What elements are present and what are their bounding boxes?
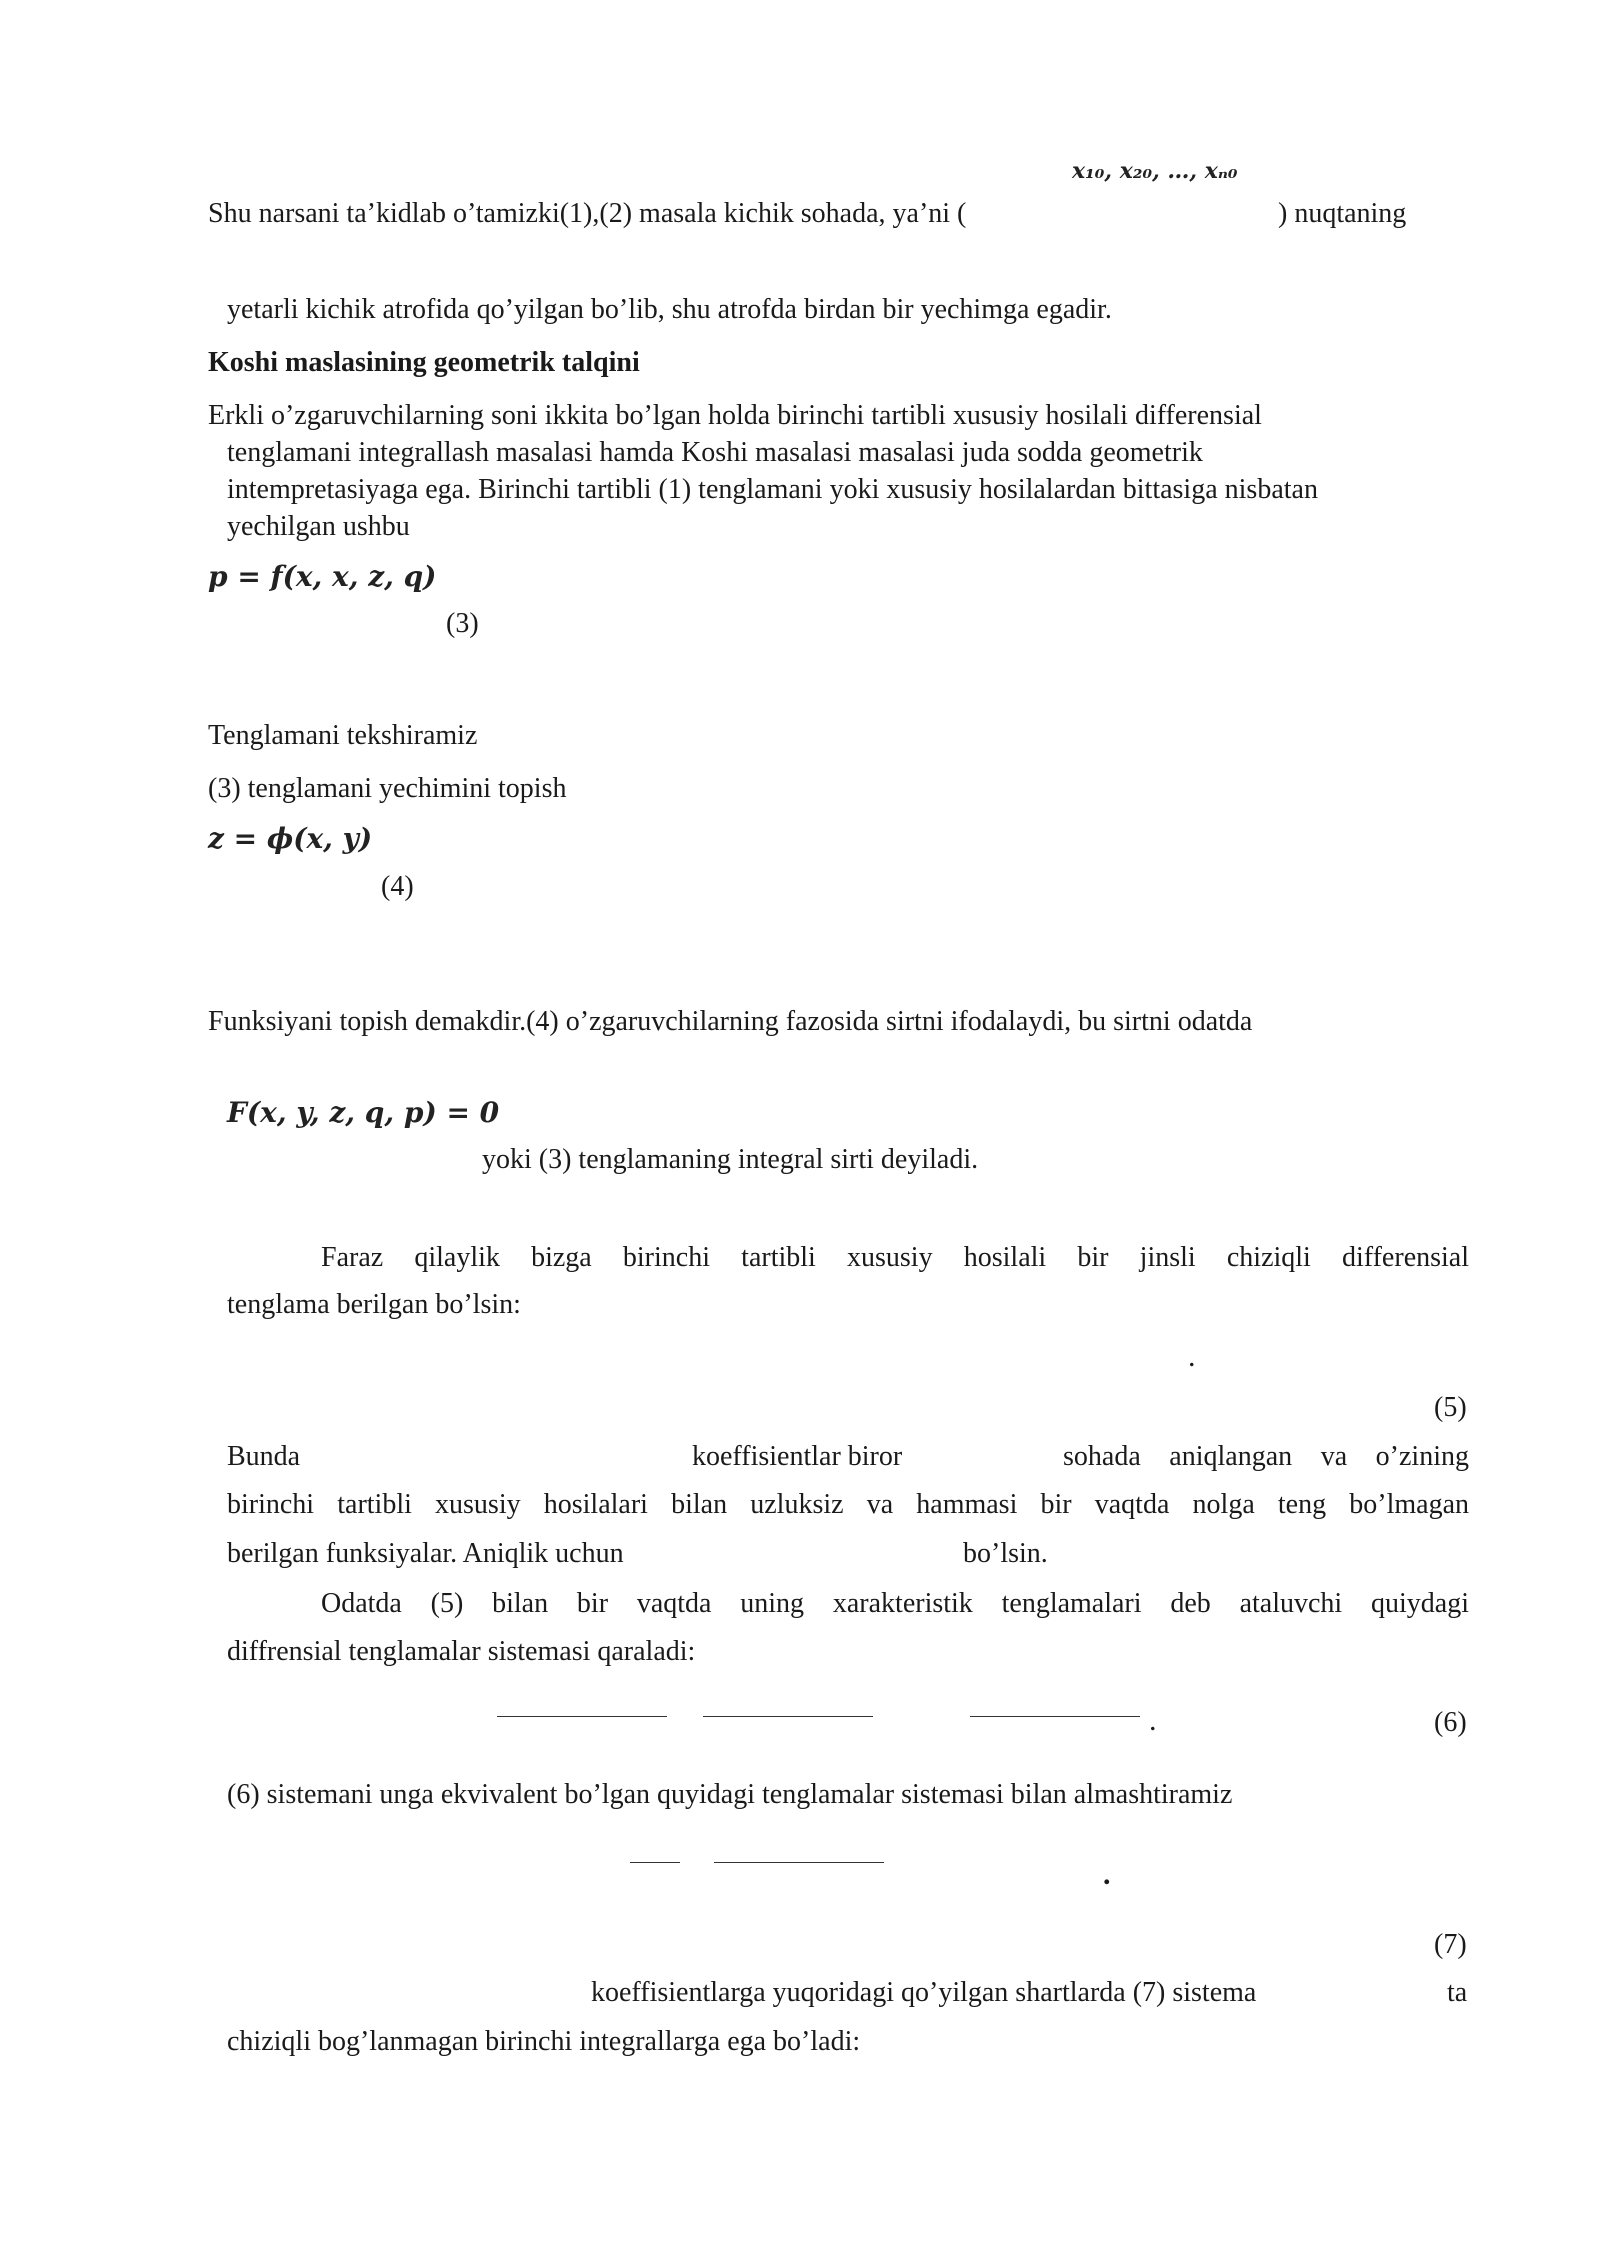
equation-4: z = ϕ(x, y) <box>208 822 373 855</box>
p2-line1: Erkli o’zgaruvchilarning soni ikkita bo’lgan holda birinchi tartibli xususiy hosilali differensial <box>208 400 1262 431</box>
fraction-bar-2 <box>703 1716 873 1717</box>
p6-word-sohada: sohada aniqlangan va o’zining <box>1063 1441 1469 1472</box>
p6-word-koeff: koeffisientlar biror <box>692 1441 903 1472</box>
p4-line1: Funksiyani topish demakdir.(4) o’zgaruvchilarning fazosida sirtni ifodalaydi, bu sirtni odatda <box>208 1006 1253 1037</box>
p6-word-bolsin: bo’lsin. <box>963 1538 1048 1569</box>
math-initial-point: x₁₀, x₂₀, …, xₙ₀ <box>1072 158 1238 184</box>
p3-line1: Tenglamani tekshiramiz <box>208 720 478 751</box>
section-heading: Koshi maslasining geometrik talqini <box>208 347 640 378</box>
p1-line1-end: ) nuqtaning <box>1278 198 1407 229</box>
p7-line2: diffrensial tenglamalar sistemasi qaraladi: <box>227 1636 696 1667</box>
equation-5-label: (5) <box>1434 1392 1467 1423</box>
p9-line2: chiziqli bog’lanmagan birinchi integrallarga ega bo’ladi: <box>227 2026 861 2057</box>
p9-word-ta: ta <box>1447 1977 1468 2008</box>
equation-integral-surface: F(x, y, z, q, p) = 0 <box>227 1096 500 1129</box>
p4-line2: yoki (3) tenglamaning integral sirti deyiladi. <box>482 1144 979 1175</box>
p6-line2: birinchi tartibli xususiy hosilalari bilan uzluksiz va hammasi bir vaqtda nolga teng bo’lmagan <box>227 1489 1469 1520</box>
equation-7-label: (7) <box>1434 1929 1467 1960</box>
equation-3-label: (3) <box>446 608 479 639</box>
p8-line1: (6) sistemani unga ekvivalent bo’lgan quyidagi tenglamalar sistemasi bilan almashtiramiz <box>227 1779 1233 1810</box>
p2-line3: intempretasiyaga ega. Birinchi tartibli (1) tenglamani yoki xususiy hosilalardan bittasiga nisbatan <box>227 474 1318 505</box>
equation-6-dot: . <box>1149 1704 1157 1737</box>
p2-line4: yechilgan ushbu <box>227 511 410 542</box>
p7-line1: Odatda (5) bilan bir vaqtda uning xarakteristik tenglamalari deb ataluvchi quiydagi <box>321 1588 1469 1619</box>
p1-line2: yetarli kichik atrofida qo’yilgan bo’lib, shu atrofda birdan bir yechimga egadir. <box>227 294 1112 325</box>
equation-6-label: (6) <box>1434 1707 1467 1738</box>
fraction-bar-3 <box>970 1716 1140 1717</box>
fraction-bar-4 <box>630 1862 680 1863</box>
fraction-bar-1 <box>497 1716 667 1717</box>
p6-word-bunda: Bunda <box>227 1441 301 1472</box>
equation-5-dot: . <box>1188 1340 1196 1373</box>
p6-word-berilgan: berilgan funksiyalar. Aniqlik uchun <box>227 1538 624 1569</box>
equation-3: p = f(x, x, z, q) <box>208 560 437 593</box>
p2-line2: tenglamani integrallash masalasi hamda Koshi masalasi masalasi juda sodda geometrik <box>227 437 1203 468</box>
p5-line1: Faraz qilaylik bizga birinchi tartibli xususiy hosilali bir jinsli chiziqli differensial <box>321 1242 1469 1273</box>
p9-line1: koeffisientlarga yuqoridagi qo’yilgan shartlarda (7) sistema <box>591 1977 1257 2008</box>
p5-line2: tenglama berilgan bo’lsin: <box>227 1289 521 1320</box>
p3-line2: (3) tenglamani yechimini topish <box>208 773 567 804</box>
p1-line1-start: Shu narsani ta’kidlab o’tamizki(1),(2) masala kichik sohada, ya’ni ( <box>208 198 967 229</box>
equation-4-label: (4) <box>381 871 414 902</box>
equation-7-dot: . <box>1103 1858 1111 1891</box>
fraction-bar-5 <box>714 1862 884 1863</box>
